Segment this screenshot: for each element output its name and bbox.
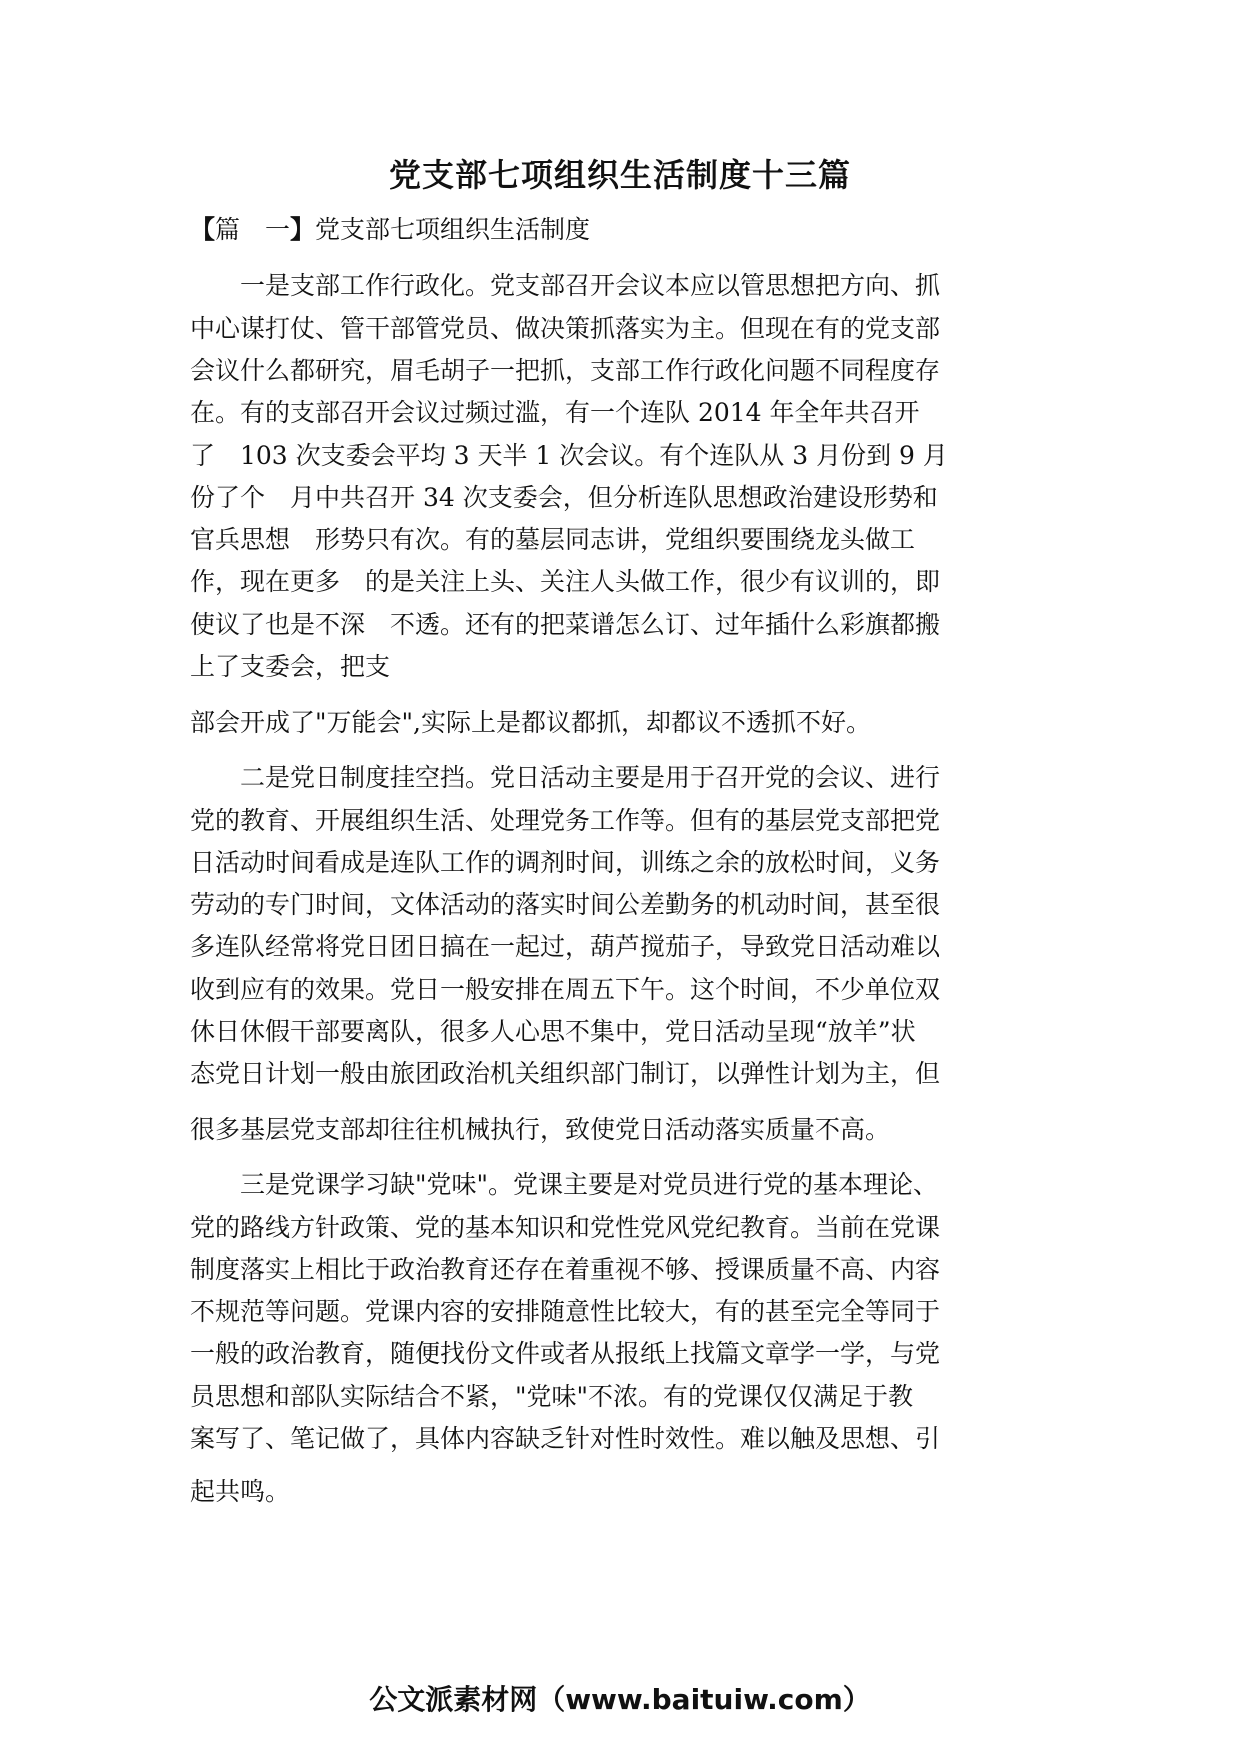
- body-line: 休日休假干部要离队，很多人心思不集中，党日活动呈现“放羊”状: [190, 1017, 916, 1046]
- body-line: 劳动的专门时间，文体活动的落实时间公差勤务的机动时间，甚至很: [190, 890, 941, 919]
- body-line: 起共鸣。: [190, 1477, 291, 1506]
- body-line: 作，现在更多 的是关注上头、关注人头做工作，很少有议训的，即: [190, 567, 941, 596]
- body-line: 制度落实上相比于政治教育还存在着重视不够、授课质量不高、内容: [190, 1255, 941, 1284]
- document-title: 党支部七项组织生活制度十三篇: [388, 156, 851, 194]
- body-line: 党的路线方针政策、党的基本知识和党性党风党纪教育。当前在党课: [190, 1213, 941, 1242]
- body-line: 部会开成了"万能会",实际上是都议都抓，却都议不透抓不好。: [190, 708, 871, 737]
- body-line: 在。有的支部召开会议过频过滥，有一个连队 2014 年全年共召开: [190, 398, 920, 427]
- body-line: 份了个 月中共召开 34 次支委会，但分析连队思想政治建设形势和: [190, 483, 938, 512]
- body-line: 官兵思想 形势只有次。有的墓层同志讲，党组织要围绕龙头做工: [190, 525, 916, 554]
- body-line: 员思想和部队实际结合不紧，"党味"不浓。有的党课仅仅满足于教: [190, 1382, 914, 1411]
- section-heading-text: 党支部七项组织生活制度: [315, 215, 591, 244]
- section-heading: [190, 210, 590, 246]
- body-line: 三是党课学习缺"党味"。党课主要是对党员进行党的基本理论、: [190, 1170, 939, 1199]
- body-line: 二是党日制度挂空挡。党日活动主要是用于召开党的会议、进行: [190, 763, 941, 792]
- body-line: 会议什么都研究，眉毛胡子一把抓，支部工作行政化问题不同程度存: [190, 356, 941, 385]
- footer-watermark: 公文派素材网（www.baituiw.com）: [369, 1683, 871, 1716]
- body-line: 案写了、笔记做了，具体内容缺乏针对性时效性。难以触及思想、引: [190, 1424, 941, 1453]
- body-line: 一是支部工作行政化。党支部召开会议本应以管思想把方向、抓: [190, 271, 941, 300]
- body-line: 中心谋打仗、管干部管党员、做决策抓落实为主。但现在有的党支部: [190, 314, 941, 343]
- body-line: 一般的政治教育，随便找份文件或者从报纸上找篇文章学一学，与党: [190, 1339, 941, 1368]
- body-line: 日活动时间看成是连队工作的调剂时间，训练之余的放松时间，义务: [190, 848, 941, 877]
- section-bracket-open: 【: [190, 215, 216, 244]
- body-line: 很多基层党支部却往往机械执行，致使党日活动落实质量不高。: [190, 1115, 891, 1144]
- body-line: 收到应有的效果。党日一般安排在周五下午。这个时间，不少单位双: [190, 975, 941, 1004]
- body-line: 上了支委会，把支: [190, 652, 391, 681]
- body-line: 党的教育、开展组织生活、处理党务工作等。但有的基层党支部把党: [190, 806, 941, 835]
- body-line: 态党日计划一般由旅团政治机关组织部门制订，以弹性计划为主，但: [190, 1059, 941, 1088]
- section-bracket-close: 】: [290, 215, 316, 244]
- body-line: 使议了也是不深 不透。还有的把菜谱怎么订、过年插什么彩旗都搬: [190, 610, 941, 639]
- body-line: 了 103 次支委会平均 3 天半 1 次会议。有个连队从 3 月份到 9 月: [190, 441, 948, 470]
- section-label: 篇 一: [215, 215, 291, 244]
- body-line: 多连队经常将党日团日搞在一起过，葫芦搅茄子，导致党日活动难以: [190, 932, 941, 961]
- body-line: 不规范等问题。党课内容的安排随意性比较大，有的甚至完全等同于: [190, 1297, 941, 1326]
